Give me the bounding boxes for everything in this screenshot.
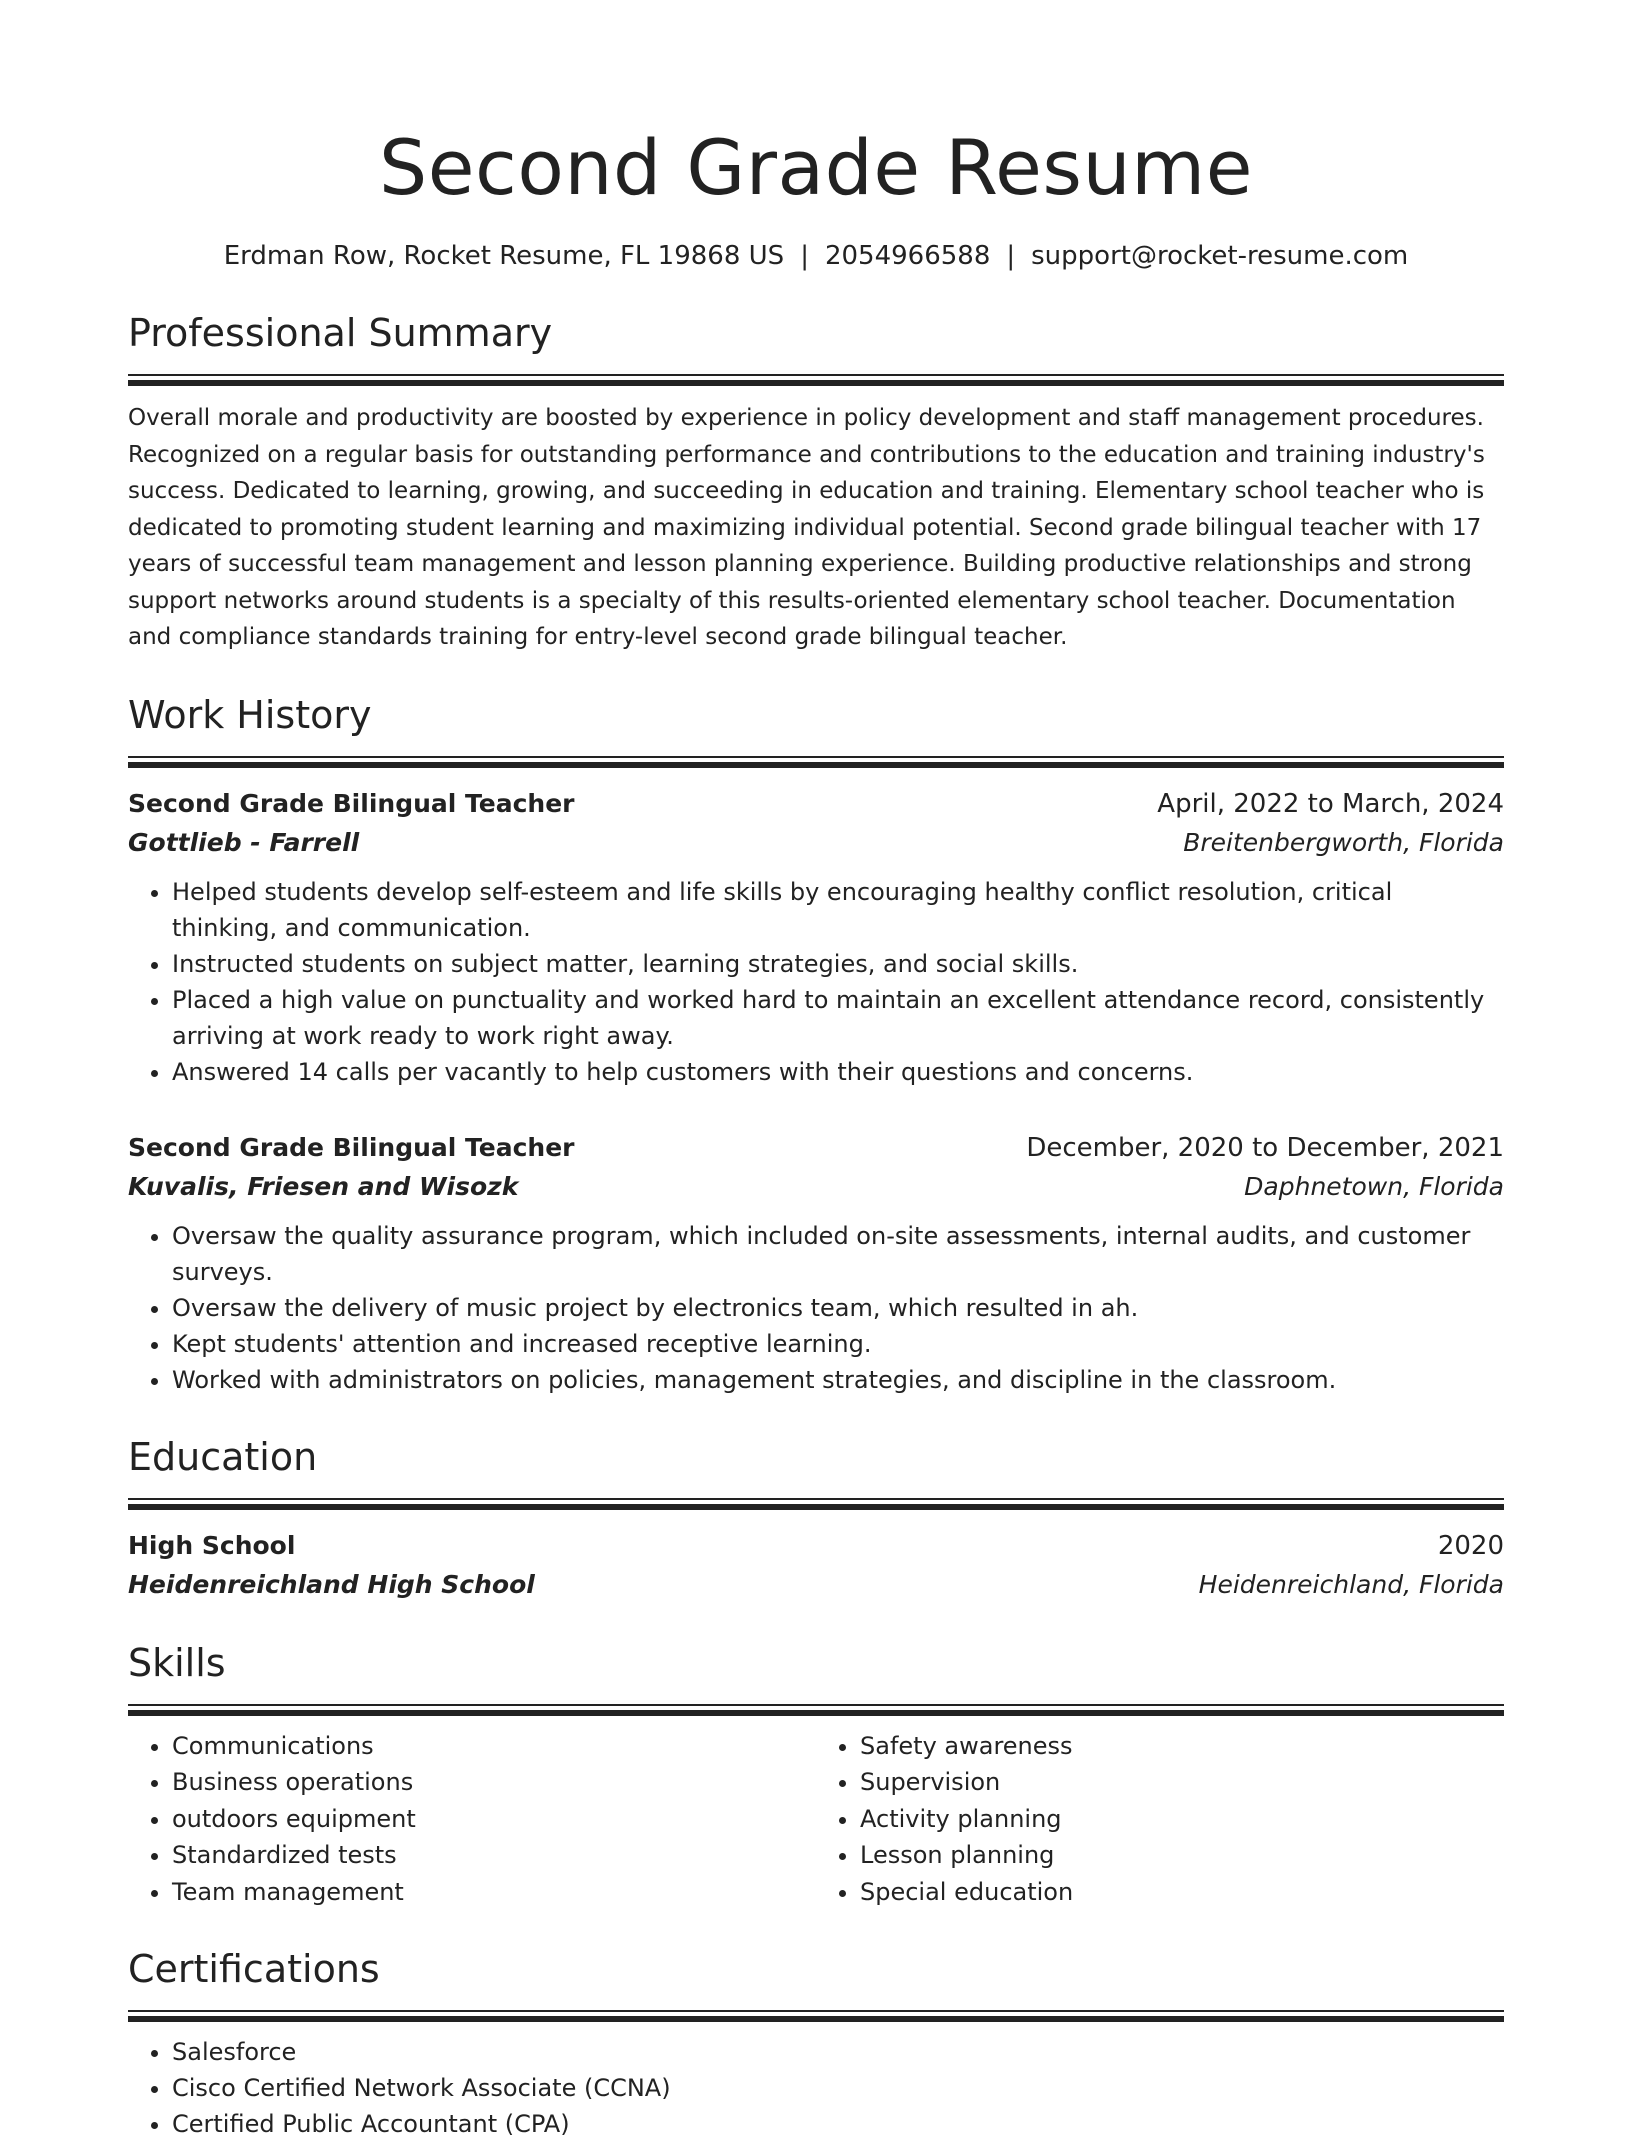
list-item: • Worked with administrators on policies, management strategies, and discipline in the classroom.: [172, 1362, 1504, 1398]
list-item: • outdoors equipment: [172, 1801, 816, 1838]
education-year: 2020: [1437, 1530, 1504, 1561]
section-heading: Work History: [128, 692, 372, 737]
list-item: • Answered 14 calls per vacantly to help customers with their questions and concerns.: [172, 1054, 1504, 1090]
contact-phone: 2054966588: [824, 241, 991, 271]
work-history-section: [128, 690, 1504, 1398]
certifications-list: [128, 2034, 1504, 2142]
section-divider: [128, 374, 1504, 386]
list-item: • Supervision: [860, 1764, 1504, 1801]
list-item: • Helped students develop self-esteem and life skills by encouraging healthy conflict resolution, critical thinking, and communication.: [172, 874, 1504, 946]
contact-separator: |: [800, 241, 809, 271]
skills-left-list: [128, 1728, 816, 1911]
education-location: Heidenreichland, Florida: [1198, 1569, 1504, 1599]
list-item: • Oversaw the delivery of music project by electronics team, which resulted in ah.: [172, 1290, 1504, 1326]
list-item: • Special education: [860, 1874, 1504, 1911]
job-entry: [128, 784, 1504, 1090]
list-item: • Instructed students on subject matter, learning strategies, and social skills.: [172, 946, 1504, 982]
job-title: Second Grade Bilingual Teacher: [128, 788, 575, 818]
contact-separator: |: [1006, 241, 1016, 271]
list-item: • Salesforce: [172, 2034, 1504, 2070]
contact-email: support@rocket-resume.com: [1031, 241, 1409, 271]
job-dates: April, 2022 to March, 2024: [1157, 788, 1504, 819]
list-item: • Lesson planning: [860, 1837, 1504, 1874]
contact-address: Erdman Row, Rocket Resume, FL 19868 US: [223, 241, 785, 271]
summary-text: Overall morale and productivity are boosted by experience in policy development and staff management procedures. Recognized on a regular basis for outstanding performance and contributions to the education and training industry's success. Dedicated to learning, growing, and succeeding in education and training. Elementary school teacher who is dedicated to promoting student learning and maximizing individual potential. Second grade bilingual teacher with 17 years of successful team management and lesson planning experience. Building productive relationships and strong support networks around students is a specialty of this results-oriented elementary school teacher. Documentation and compliance standards training for entry-level second grade bilingual teacher.: [128, 405, 1485, 650]
section-divider: [128, 1704, 1504, 1716]
certifications-section: [128, 1944, 1504, 2142]
education-school: Heidenreichland High School: [128, 1569, 535, 1599]
skills-right-list: [816, 1728, 1504, 1911]
resume-page: [128, 0, 1504, 2142]
section-divider: [128, 756, 1504, 768]
job-company: Gottlieb - Farrell: [128, 827, 360, 857]
skills-section: [128, 1638, 1504, 1911]
list-item: • Placed a high value on punctuality and worked hard to maintain an excellent attendance record, consistently arriving at work ready to work right away.: [172, 982, 1504, 1054]
section-heading: Certifications: [128, 1947, 380, 1991]
section-heading: Professional Summary: [128, 311, 553, 355]
job-title: Second Grade Bilingual Teacher: [128, 1132, 575, 1162]
job-bullets: [128, 874, 1504, 1090]
job-dates: December, 2020 to December, 2021: [1026, 1132, 1504, 1163]
section-divider: [128, 2010, 1504, 2022]
section-divider: [128, 1498, 1504, 1510]
list-item: • Safety awareness: [860, 1728, 1504, 1765]
job-location: Daphnetown, Florida: [1244, 1171, 1504, 1201]
list-item: • Standardized tests: [172, 1837, 816, 1874]
list-item: • Team management: [172, 1874, 816, 1911]
education-section: [128, 1432, 1504, 1604]
section-heading: Skills: [128, 1640, 226, 1685]
section-heading: Education: [128, 1434, 318, 1479]
job-location: Breitenbergworth, Florida: [1183, 827, 1504, 857]
list-item: • Cisco Certified Network Associate (CCNA): [172, 2070, 1504, 2106]
resume-title: Second Grade Resume: [379, 123, 1253, 212]
job-company: Kuvalis, Friesen and Wisozk: [128, 1171, 519, 1201]
job-bullets: [128, 1218, 1504, 1398]
job-entry: [128, 1128, 1504, 1398]
skills-columns: [128, 1728, 1504, 1911]
list-item: • Oversaw the quality assurance program, which included on-site assessments, internal audits, and customer surveys.: [172, 1218, 1504, 1290]
list-item: • Business operations: [172, 1764, 816, 1801]
summary-section: [128, 308, 1504, 656]
list-item: • Certified Public Accountant (CPA): [172, 2106, 1504, 2142]
education-entry: [128, 1526, 1504, 1604]
contact-line: [128, 238, 1504, 274]
education-degree: High School: [128, 1530, 296, 1560]
list-item: • Communications: [172, 1728, 816, 1765]
list-item: • Activity planning: [860, 1801, 1504, 1838]
list-item: • Kept students' attention and increased receptive learning.: [172, 1326, 1504, 1362]
